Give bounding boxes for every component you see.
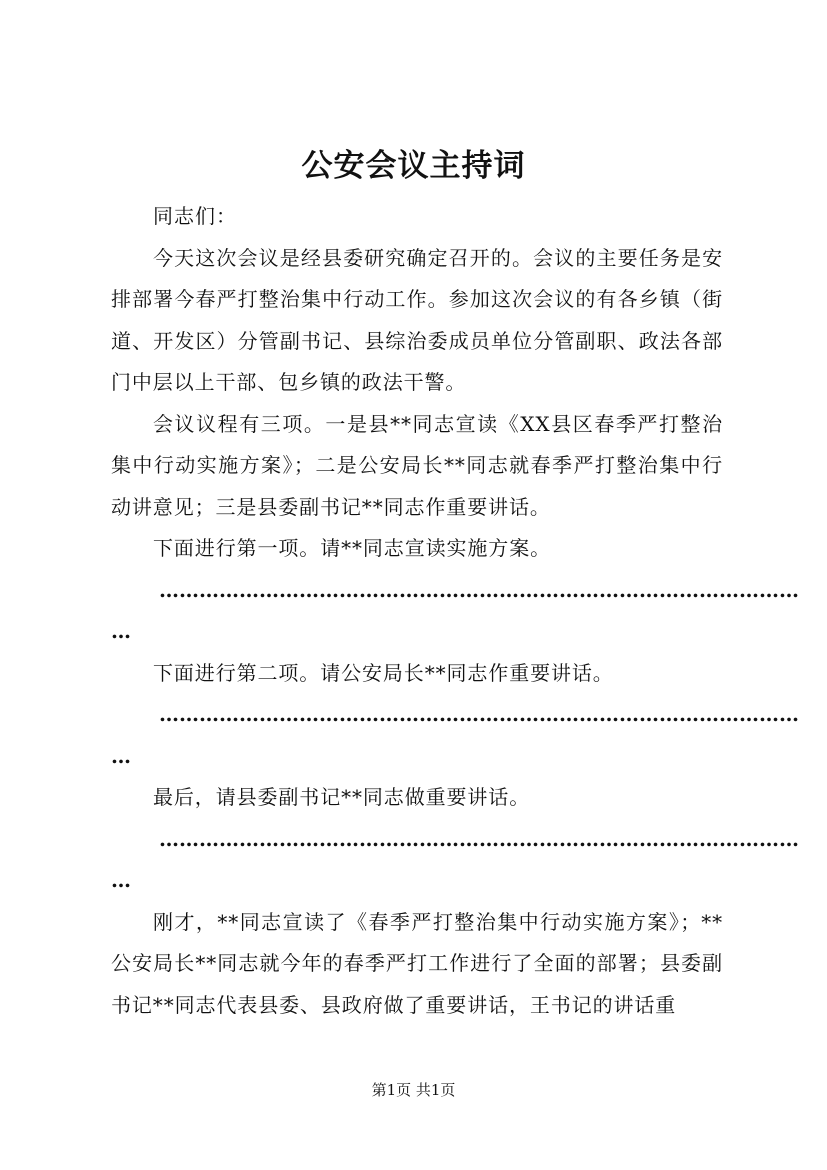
- paragraph-item-two: 下面进行第二项。请公安局长**同志作重要讲话。: [153, 660, 614, 685]
- ellipsis-line: ……………………………………………………………………………………: [159, 702, 799, 726]
- ellipsis-line: ……………………………………………………………………………………: [159, 826, 799, 851]
- paragraph-item-three: 最后，请县委副书记**同志做重要讲话。: [153, 785, 531, 809]
- paragraph-item-one: 下面进行第一项。请**同志宣读实施方案。: [153, 536, 551, 560]
- paragraph-intro: 今天这次会议是经县委研究确定召开的。会议的主要任务是安排部署今春严打整治集中行动工作。参加这次会议的有各乡镇（街道、开发区）分管副书记、县综治委成员单位分管副职、政法各部门中层以上干部、包乡镇的政法干警。: [111, 245, 723, 394]
- page-number: 第1页 共1页: [371, 1081, 456, 1099]
- salutation: 同志们：: [153, 204, 237, 228]
- document-body: [111, 196, 799, 1026]
- ellipsis-tail: …: [111, 619, 131, 643]
- ellipsis-tail: …: [111, 743, 131, 768]
- paragraph-closing: 刚才，**同志宣读了《春季严打整治集中行动实施方案》；**公安局长**同志就今年的春季严打工作进行了全面的部署；县委副书记**同志代表县委、县政府做了重要讲话，王书记的讲话重: [111, 909, 723, 1017]
- paragraph-agenda: 会议议程有三项。一是县**同志宣读《XX县区春季严打整治集中行动实施方案》；二是公安局长**同志就春季严打整治集中行动讲意见；三是县委副书记**同志作重要讲话。: [111, 411, 723, 519]
- document-title: 公安会议主持词: [301, 148, 526, 184]
- ellipsis-tail: …: [111, 868, 131, 892]
- ellipsis-line: ……………………………………………………………………………………: [159, 577, 799, 602]
